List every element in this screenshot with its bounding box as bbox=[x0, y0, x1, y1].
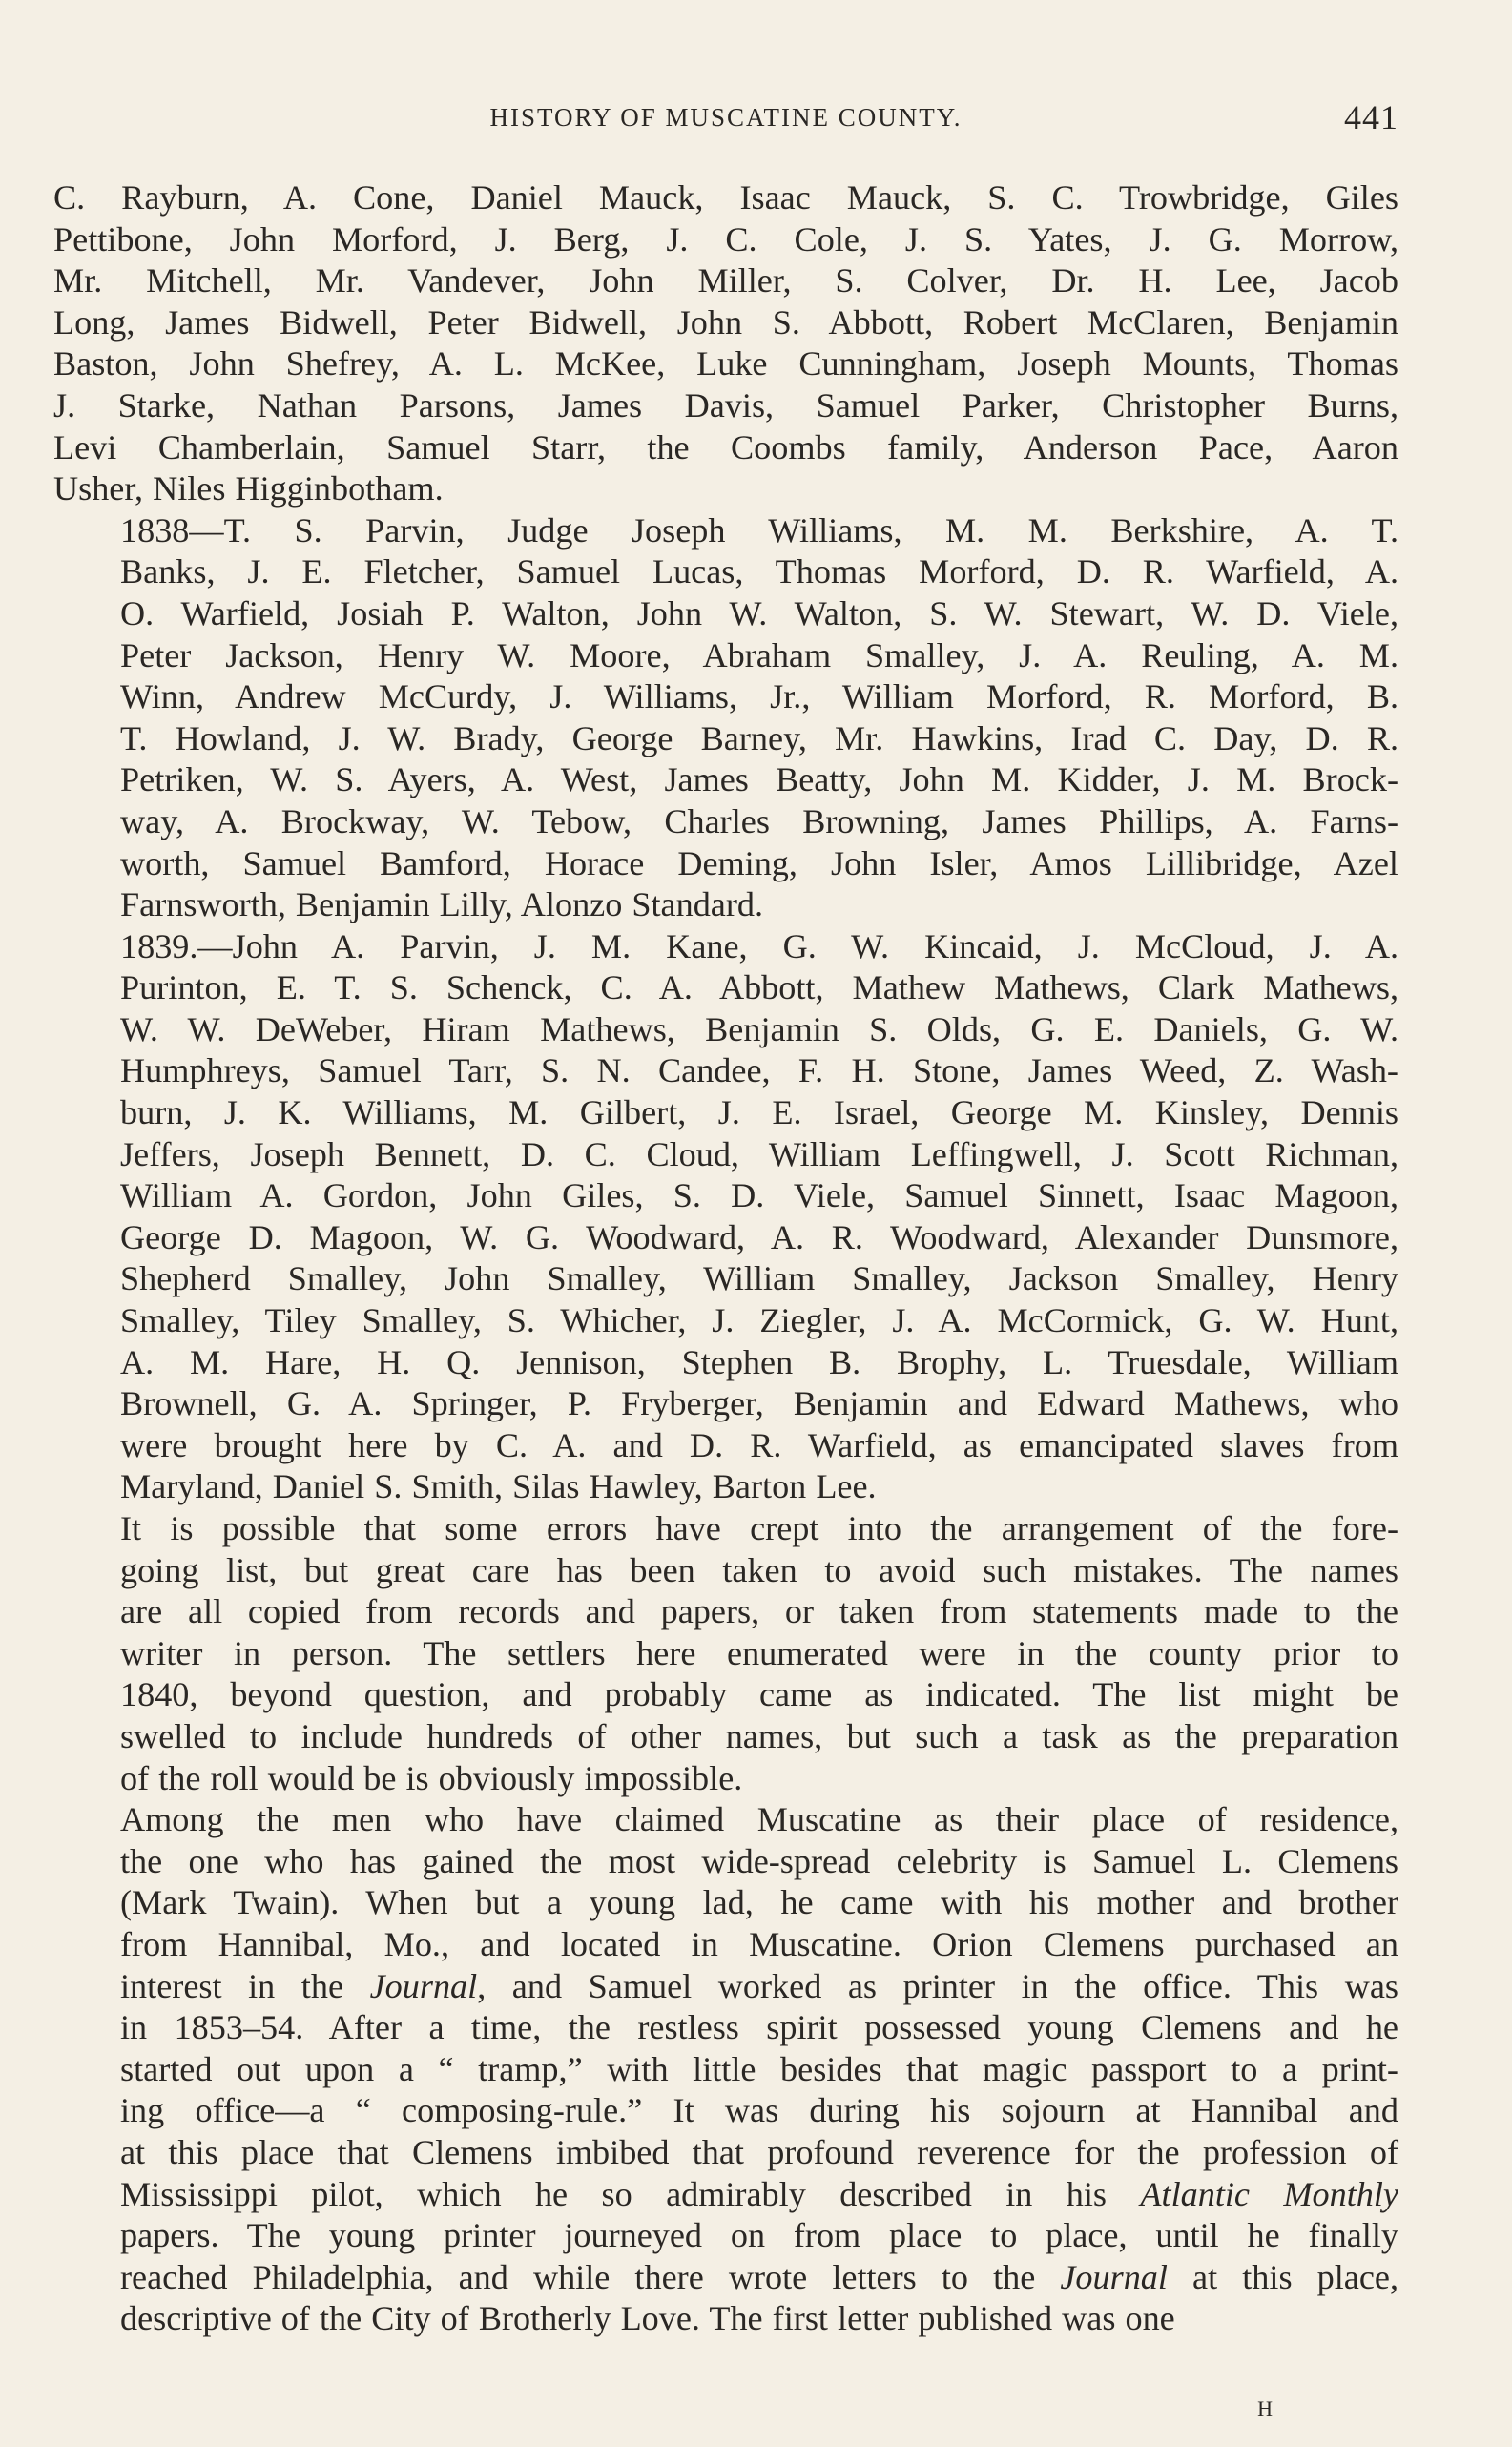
text-line: Banks, J. E. Fletcher, Samuel Lucas, Thomas Morford, D. R. Warfield, A. bbox=[120, 552, 1398, 591]
text-line: O. Warfield, Josiah P. Walton, John W. Walton, S. W. Stewart, W. D. Viele, bbox=[120, 593, 1398, 632]
text-line: It is possible that some errors have crept into the arrangement of the fore- bbox=[120, 1509, 1398, 1547]
text-line: Levi Chamberlain, Samuel Starr, the Coombs family, Anderson Pace, Aaron bbox=[53, 427, 1398, 467]
text-line: going list, but great care has been taken to avoid such mistakes. The names bbox=[120, 1550, 1398, 1589]
text-line: A. M. Hare, H. Q. Jennison, Stephen B. Brophy, L. Truesdale, William bbox=[120, 1342, 1398, 1381]
text-line: T. Howland, J. W. Brady, George Barney, Mr. Hawkins, Irad C. Day, D. R. bbox=[120, 718, 1398, 757]
text-line: reached Philadelphia, and while there wrote letters to the Journal at this place, bbox=[120, 2257, 1398, 2296]
text-line: from Hannibal, Mo., and located in Muscatine. Orion Clemens purchased an bbox=[120, 1924, 1398, 1963]
text-line: Mr. Mitchell, Mr. Vandever, John Miller, S. Colver, Dr. H. Lee, Jacob bbox=[53, 261, 1398, 301]
text-line: swelled to include hundreds of other names, but such a task as the preparation bbox=[120, 1716, 1398, 1755]
text-line: George D. Magoon, W. G. Woodward, A. R. Woodward, Alexander Dunsmore, bbox=[120, 1217, 1398, 1256]
paragraph-p4 bbox=[53, 1508, 1398, 1799]
signature-mark: H bbox=[1257, 2396, 1274, 2420]
text-line: writer in person. The settlers here enumerated were in the county prior to bbox=[120, 1633, 1398, 1672]
text-line: C. Rayburn, A. Cone, Daniel Mauck, Isaac Mauck, S. C. Trowbridge, Giles bbox=[53, 178, 1398, 217]
text-line: interest in the Journal, and Samuel worked as printer in the office. This was bbox=[120, 1966, 1398, 2005]
text-line: Smalley, Tiley Smalley, S. Whicher, J. Ziegler, J. A. McCormick, G. W. Hunt, bbox=[120, 1301, 1398, 1340]
text-line: are all copied from records and papers, or taken from statements made to the bbox=[120, 1592, 1398, 1631]
text-line: at this place that Clemens imbibed that profound reverence for the profession of bbox=[120, 2132, 1398, 2171]
text-line: William A. Gordon, John Giles, S. D. Viele, Samuel Sinnett, Isaac Magoon, bbox=[120, 1176, 1398, 1215]
text-line: way, A. Brockway, W. Tebow, Charles Browning, James Phillips, A. Farns- bbox=[120, 801, 1398, 840]
text-line: 1840, beyond question, and probably came as indicated. The list might be bbox=[120, 1675, 1398, 1714]
text-line: Farnsworth, Benjamin Lilly, Alonzo Standard. bbox=[120, 885, 764, 924]
text-line: the one who has gained the most wide-spread celebrity is Samuel L. Clemens bbox=[120, 1841, 1398, 1880]
text-line: started out upon a “ tramp,” with little besides that magic passport to a print- bbox=[120, 2049, 1398, 2088]
text-line: Among the men who have claimed Muscatine as their place of residence, bbox=[120, 1800, 1398, 1839]
italic-title: Journal bbox=[1060, 2257, 1168, 2296]
running-header bbox=[53, 97, 1398, 145]
text-line: Usher, Niles Higginbotham. bbox=[53, 469, 444, 508]
text-line: Mississippi pilot, which he so admirably described in his Atlantic Monthly bbox=[120, 2174, 1398, 2213]
text-line: Humphreys, Samuel Tarr, S. N. Candee, F. H. Stone, James Weed, Z. Wash- bbox=[120, 1051, 1398, 1090]
paragraph-p1 bbox=[53, 177, 1398, 510]
text-line: (Mark Twain). When but a young lad, he came with his mother and brother bbox=[120, 1883, 1398, 1922]
text-line: Maryland, Daniel S. Smith, Silas Hawley, Barton Lee. bbox=[120, 1467, 877, 1506]
text-line: 1838—T. S. Parvin, Judge Joseph Williams, M. M. Berkshire, A. T. bbox=[120, 510, 1398, 550]
italic-title: Atlantic Monthly bbox=[1140, 2174, 1398, 2213]
text-line: 1839.—John A. Parvin, J. M. Kane, G. W. Kincaid, J. McCloud, J. A. bbox=[120, 926, 1398, 965]
page-number: 441 bbox=[1344, 98, 1398, 136]
text-line: burn, J. K. Williams, M. Gilbert, J. E. Israel, George M. Kinsley, Dennis bbox=[120, 1093, 1398, 1132]
text-line: Long, James Bidwell, Peter Bidwell, John S. Abbott, Robert McClaren, Benjamin bbox=[53, 302, 1398, 342]
running-title: HISTORY OF MUSCATINE COUNTY. bbox=[489, 103, 963, 132]
italic-title: Journal bbox=[369, 1966, 478, 2005]
text-line: Shepherd Smalley, John Smalley, William Smalley, Jackson Smalley, Henry bbox=[120, 1259, 1398, 1298]
text-line: W. W. DeWeber, Hiram Mathews, Benjamin S. Olds, G. E. Daniels, G. W. bbox=[120, 1009, 1398, 1048]
text-line: descriptive of the City of Brotherly Love. The first letter published was one bbox=[120, 2299, 1175, 2338]
text-line: J. Starke, Nathan Parsons, James Davis, Samuel Parker, Christopher Burns, bbox=[53, 385, 1398, 425]
text-line: of the roll would be is obviously impossible. bbox=[120, 1758, 743, 1797]
text-line: Baston, John Shefrey, A. L. McKee, Luke Cunningham, Joseph Mounts, Thomas bbox=[53, 344, 1398, 384]
text-line: Winn, Andrew McCurdy, J. Williams, Jr., William Morford, R. Morford, B. bbox=[120, 677, 1398, 716]
text-line: Jeffers, Joseph Bennett, D. C. Cloud, William Leffingwell, J. Scott Richman, bbox=[120, 1134, 1398, 1173]
body-text bbox=[53, 177, 1398, 2340]
text-line: were brought here by C. A. and D. R. Warfield, as emancipated slaves from bbox=[120, 1425, 1398, 1464]
text-line: in 1853–54. After a time, the restless spirit possessed young Clemens and he bbox=[120, 2008, 1398, 2047]
paragraph-p2 bbox=[53, 510, 1398, 926]
paragraph-p5 bbox=[53, 1799, 1398, 2340]
text-line: Pettibone, John Morford, J. Berg, J. C. Cole, J. S. Yates, J. G. Morrow, bbox=[53, 219, 1398, 259]
text-line: ing office—a “ composing-rule.” It was during his sojourn at Hannibal and bbox=[120, 2091, 1398, 2130]
text-line: Purinton, E. T. S. Schenck, C. A. Abbott, Mathew Mathews, Clark Mathews, bbox=[120, 968, 1398, 1007]
text-line: Brownell, G. A. Springer, P. Fryberger, Benjamin and Edward Mathews, who bbox=[120, 1384, 1398, 1423]
text-line: Petriken, W. S. Ayers, A. West, James Beatty, John M. Kidder, J. M. Brock- bbox=[120, 760, 1398, 799]
paragraph-p3 bbox=[53, 926, 1398, 1508]
text-line: worth, Samuel Bamford, Horace Deming, John Isler, Amos Lillibridge, Azel bbox=[120, 843, 1398, 882]
text-line: papers. The young printer journeyed on from place to place, until he finally bbox=[120, 2216, 1398, 2255]
text-line: Peter Jackson, Henry W. Moore, Abraham Smalley, J. A. Reuling, A. M. bbox=[120, 635, 1398, 674]
